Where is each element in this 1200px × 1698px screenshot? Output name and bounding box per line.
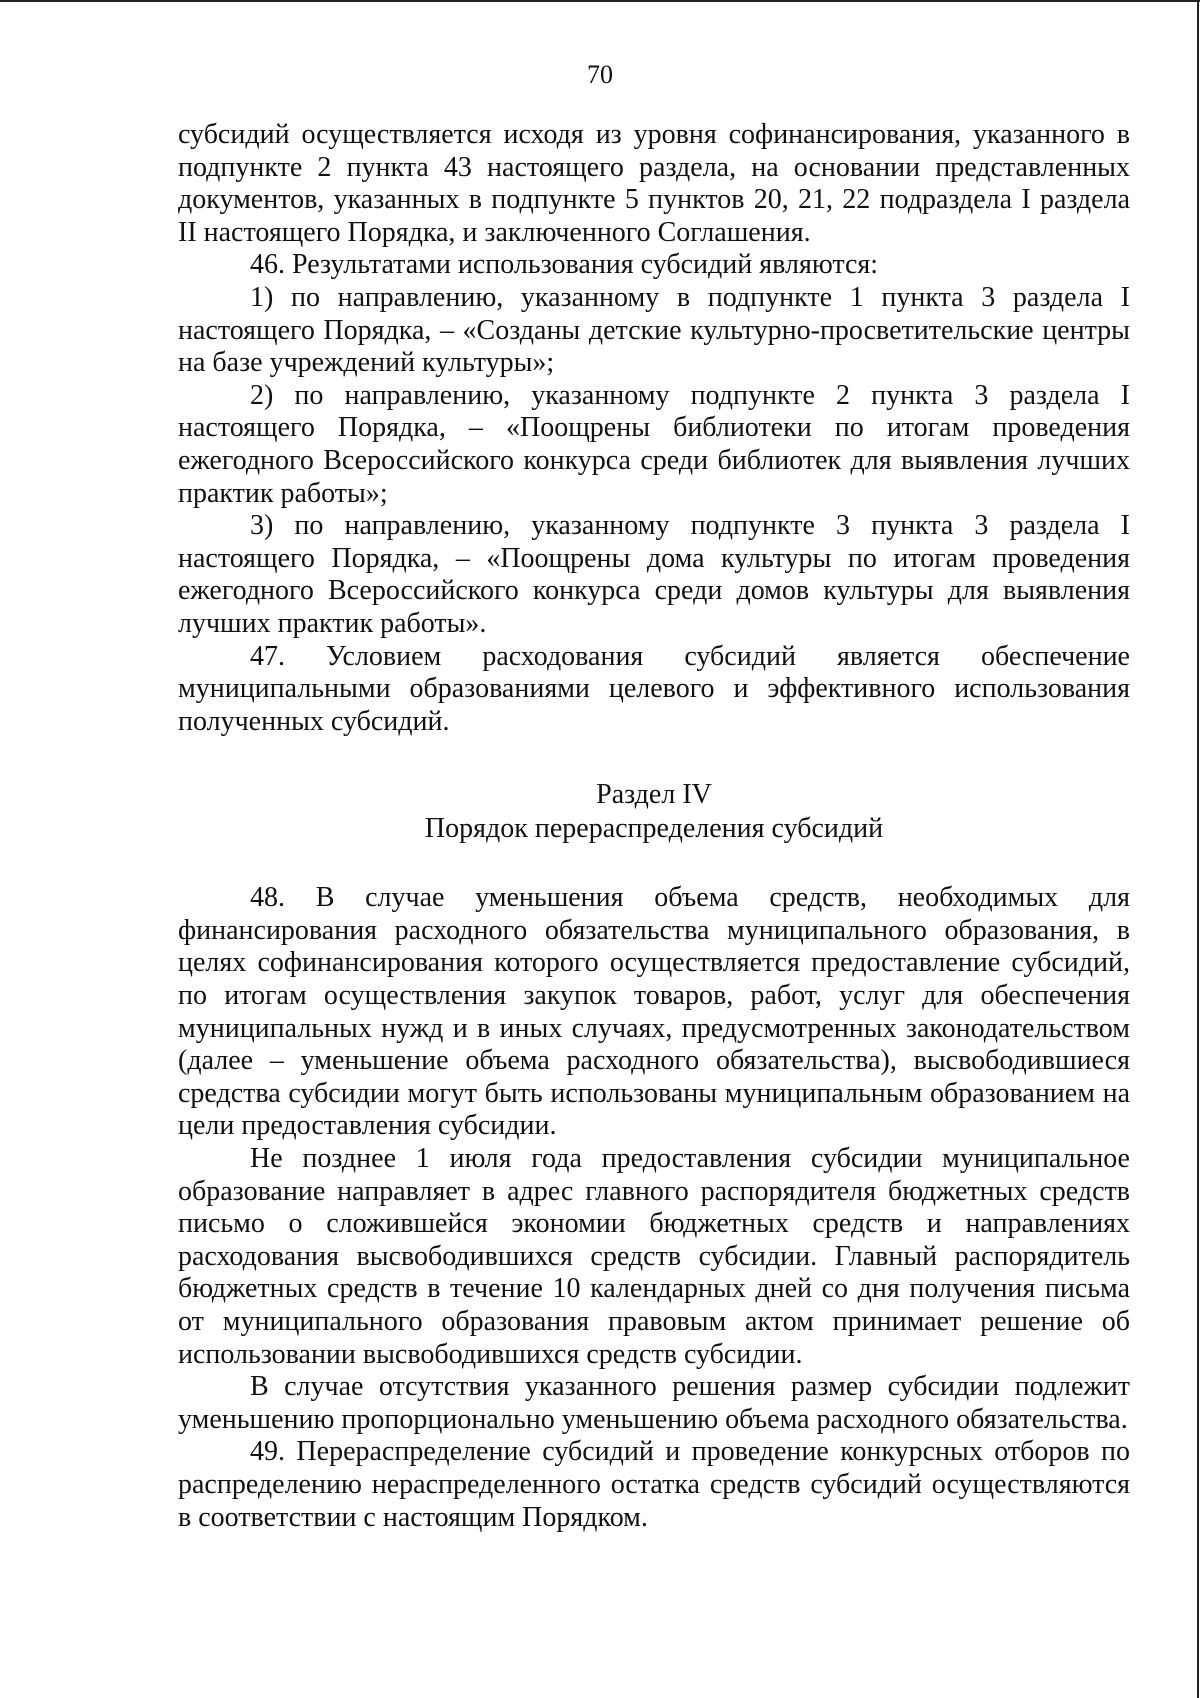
paragraph-continuation: субсидий осуществляется исходя из уровня софинансирования, указанного в подпункте 2 пункта 43 настоящего раздела, на основании представленных документов, указанных в подпункте 5 пунктов 20, 21, 22 подраздела I раздела II настоящего Порядка, и заключенного Соглашения. <box>178 119 1130 248</box>
list-item-2: 2) по направлению, указанному подпункте 2 пункта 3 раздела I настоящего Порядка, – «Поощрены библиотеки по итогам проведения ежегодного Всероссийского конкурса среди библиотек для выявления лучших практик работы»; <box>178 379 1130 509</box>
paragraph-49: 49. Перераспределение субсидий и проведение конкурсных отборов по распределению нераспределенного остатка средств субсидий осуществляются в соответствии с настоящим Порядком. <box>178 1436 1130 1533</box>
section-subtitle: Порядок перераспределения субсидий <box>424 813 884 845</box>
paragraph-48-deadline: Не позднее 1 июля года предоставления субсидии муниципальное образование направляет в адрес главного распорядителя бюджетных средств письмо о сложившейся экономии бюджетных средств и направлениях расходования высвободившихся средств субсидии. Главный распорядитель бюджетных средств в течение 10 календарных дней со дня получения письма от муниципального образования правовым актом принимает решение об использовании высвободившихся средств субсидии. <box>178 1143 1130 1370</box>
list-item-3: 3) по направлению, указанному подпункте 3 пункта 3 раздела I настоящего Порядка, – «Поощрены дома культуры по итогам проведения ежегодного Всероссийского конкурса среди домов культуры для выявления лучших практик работы». <box>178 510 1130 639</box>
list-item-1: 1) по направлению, указанному в подпункте 1 пункта 3 раздела I настоящего Порядка, – «Созданы детские культурно-просветительские центры на базе учреждений культуры»; <box>178 281 1130 379</box>
paragraph-48-absence: В случае отсутствия указанного решения размер субсидии подлежит уменьшению пропорционально уменьшению объема расходного обязательства. <box>178 1371 1130 1435</box>
section-title: Раздел IV <box>596 779 712 811</box>
section-header <box>178 778 1130 846</box>
paragraph-46: 46. Результатами использования субсидий являются: <box>250 249 879 281</box>
page-number: 70 <box>587 60 613 89</box>
paragraph-48: 48. В случае уменьшения объема средств, необходимых для финансирования расходного обязательства муниципального образования, в целях софинансирования которого осуществляется предоставление субсидий, по итогам осуществления закупок товаров, работ, услуг для обеспечения муниципальных нужд и в иных случаях, предусмотренных законодательством (далее – уменьшение объема расходного обязательства), высвободившиеся средства субсидии могут быть использованы муниципальным образованием на цели предоставления субсидии. <box>178 882 1130 1142</box>
document-body <box>178 119 1130 1534</box>
paragraph-47: 47. Условием расходования субсидий является обеспечение муниципальными образованиями целевого и эффективного использования полученных субсидий. <box>178 640 1130 737</box>
